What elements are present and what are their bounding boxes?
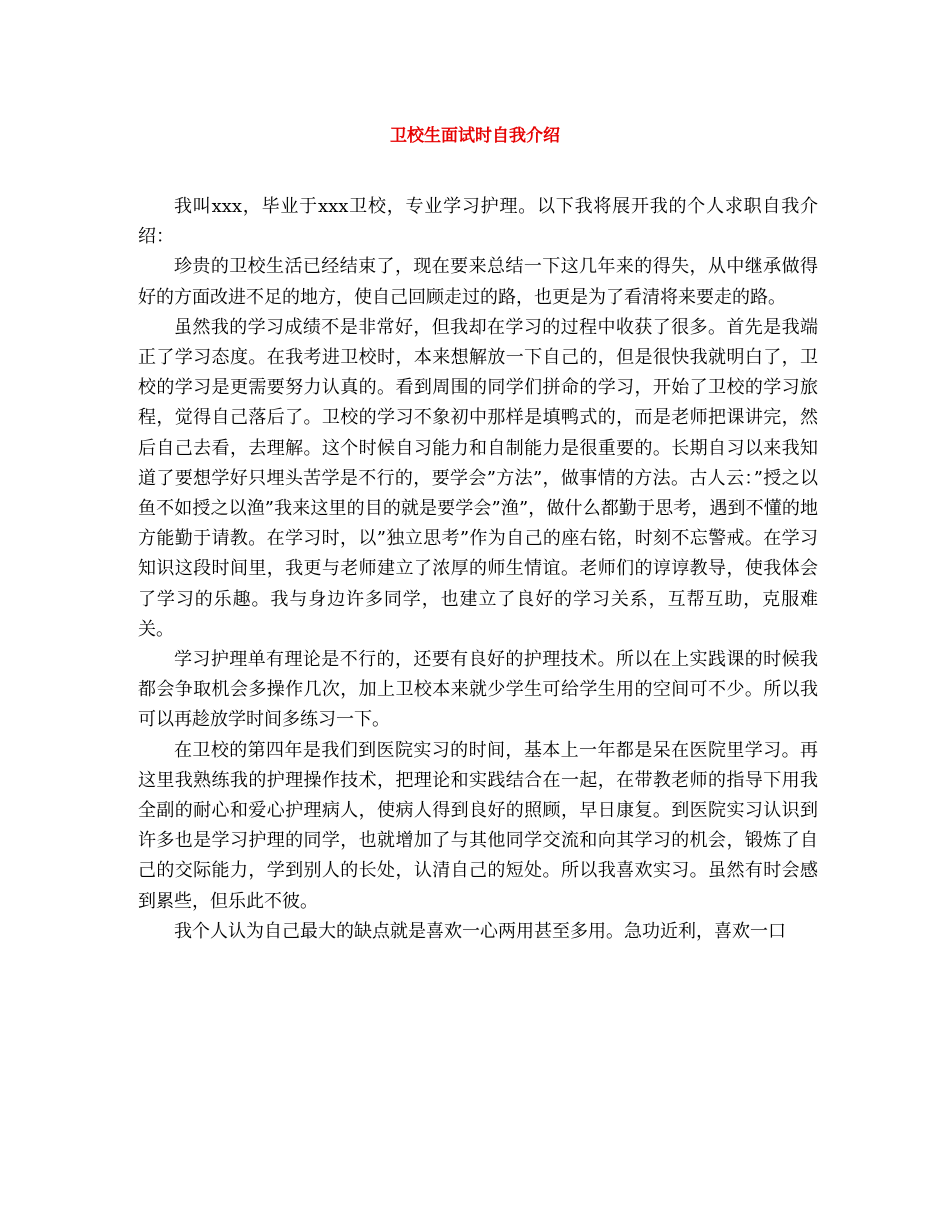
paragraph-study: 虽然我的学习成绩不是非常好，但我却在学习的过程中收获了很多。首先是我端正了学习态度。在我考进卫校时，本来想解放一下自己的，但是很快我就明白了，卫校的学习是更需要努力认真的。看到周围的同学们拼命的学习，开始了卫校的学习旅程，觉得自己落后了。卫校的学习不象初中那样是填鸭式的，而是老师把课讲完，然后自己去看，去理解。这个时候自习能力和自制能力是很重要的。长期自习以来我知道了要想学好只埋头苦学是不行的，要学会”方法”，做事情的方法。古人云：”授之以鱼不如授之以渔”我来这里的目的就是要学会”渔”，做什么都勤于思考，遇到不懂的地方能勤于请教。在学习时，以”独立思考”作为自己的座右铭，时刻不忘警戒。在学习知识这段时间里，我更与老师建立了浓厚的师生情谊。老师们的谆谆教导，使我体会了学习的乐趣。我与身边许多同学，也建立了良好的学习关系，互帮互助，克服难关。 bbox=[138, 316, 818, 640]
paragraph-shortcomings: 我个人认为自己最大的缺点就是喜欢一心两用甚至多用。急功近利，喜欢一口 bbox=[174, 920, 786, 942]
paragraph-school-life: 珍贵的卫校生活已经结束了，现在要来总结一下这几年来的得失，从中继承做得好的方面改进不足的地方，使自己回顾走过的路，也更是为了看清将来要走的路。 bbox=[138, 256, 818, 308]
paragraph-nursing-practice: 学习护理单有理论是不行的，还要有良好的护理技术。所以在上实践课的时候我都会争取机会多操作几次，加上卫校本来就少学生可给学生用的空间可不少。所以我可以再趁放学时间多练习一下。 bbox=[138, 649, 818, 731]
document-title: 卫校生面试时自我介绍 bbox=[390, 126, 560, 146]
document-body bbox=[138, 192, 818, 947]
paragraph-internship: 在卫校的第四年是我们到医院实习的时间，基本上一年都是呆在医院里学习。再这里我熟练我的护理操作技术，把理论和实践结合在一起，在带教老师的指导下用我全副的耐心和爱心护理病人，使病人得到良好的照顾，早日康复。到医院实习认识到许多也是学习护理的同学，也就增加了与其他同学交流和向其学习的机会，锻炼了自己的交际能力，学到别人的长处，认清自己的短处。所以我喜欢实习。虽然有时会感到累些，但乐此不彼。 bbox=[138, 739, 818, 912]
paragraph-intro: 我叫xxx，毕业于xxx卫校，专业学习护理。以下我将展开我的个人求职自我介绍： bbox=[138, 196, 818, 248]
